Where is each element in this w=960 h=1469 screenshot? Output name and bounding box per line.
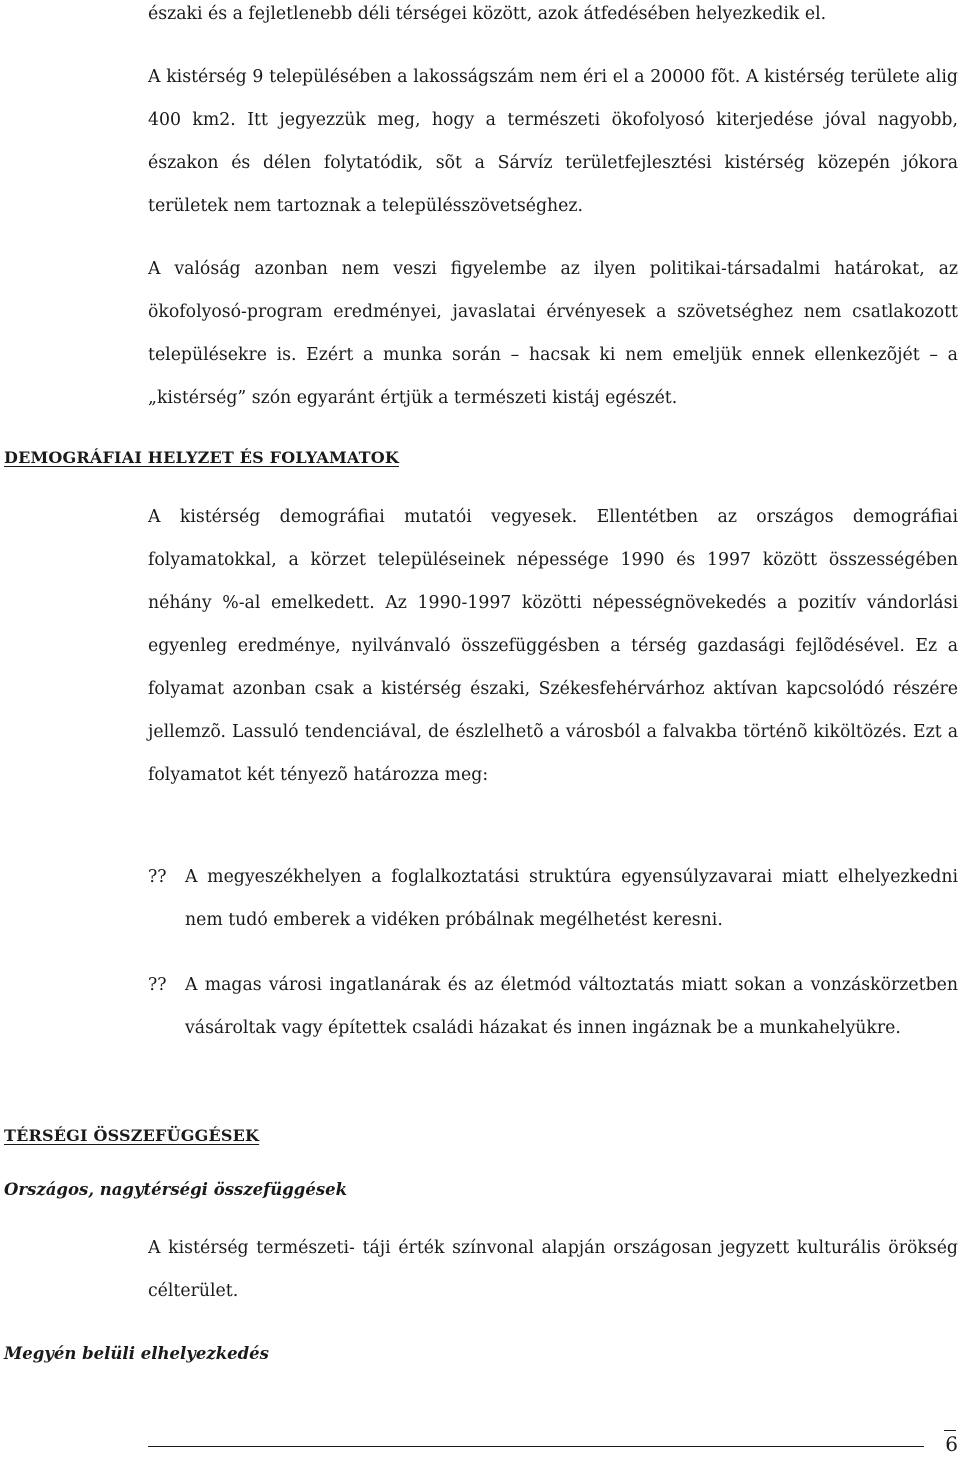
subheading-national: Országos, nagytérségi összefüggések — [4, 1180, 348, 1199]
paragraph-intro-end: északi és a fejletlenebb déli térségei között, azok átfedésében helyezkedik el. — [148, 4, 827, 24]
paragraph-cultural-heritage: A kistérség természeti- táji érték színvonal alapján országosan jegyzett kulturális örökség célterület. — [148, 1238, 958, 1301]
bullet-marker: ?? — [148, 975, 167, 995]
page-number-overline — [944, 1430, 956, 1431]
section-heading-regional: TÉRSÉGI ÖSSZEFÜGGÉSEK — [4, 1126, 260, 1145]
paragraph-reality: A valóság azonban nem veszi figyelembe az ilyen politikai-társadalmi határokat, az ökofolyosó-program eredményei, javaslatai érvényesek a szövetséghez nem csatlakozott településekre is. Ezért a munka során – hacsak ki nem emeljük ennek ellenkezõjét – a „kistérség” szón egyaránt értjük a természeti kistáj egészét. — [148, 259, 958, 408]
footer-rule — [148, 1446, 924, 1447]
subheading-county: Megyén belüli elhelyezkedés — [4, 1344, 269, 1363]
bullet-marker: ?? — [148, 867, 167, 887]
page-number: 6 — [945, 1432, 958, 1456]
bullet-text: A magas városi ingatlanárak és az életmód változtatás miatt sokan a vonzáskörzetben vásároltak vagy építettek családi házakat és innen ingáznak be a munkahelyükre. — [185, 975, 958, 1038]
bullet-item-1 — [148, 856, 958, 942]
bullet-item-2 — [148, 964, 958, 1050]
paragraph-demography: A kistérség demográfiai mutatói vegyesek. Ellentétben az országos demográfiai folyamatokkal, a körzet településeinek népessége 1990 és 1997 között összességében néhány %-al emelkedett. Az 1990-1997 közötti népességnövekedés a pozitív vándorlási egyenleg eredménye, nyilvánvaló összefüggésben a térség gazdasági fejlõdésével. Ez a folyamat azonban csak a kistérség északi, Székesfehérvárhoz aktívan kapcsolódó részére jellemzõ. Lassuló tendenciával, de észlelhetõ a városból a falvakba történõ kiköltözés. Ezt a folyamatot két tényezõ határozza meg: — [148, 507, 958, 785]
bullet-text: A megyeszékhelyen a foglalkoztatási struktúra egyensúlyzavarai miatt elhelyezkedni nem tudó emberek a vidéken próbálnak megélhetést keresni. — [185, 867, 958, 930]
section-heading-demography: DEMOGRÁFIAI HELYZET ÉS FOLYAMATOK — [4, 448, 399, 467]
paragraph-area-size: A kistérség 9 településében a lakosságszám nem éri el a 20000 fõt. A kistérség területe alig 400 km2. Itt jegyezzük meg, hogy a természeti ökofolyosó kiterjedése jóval nagyobb, északon és délen folytatódik, sõt a Sárvíz területfejlesztési kistérség közepén jókora területek nem tartoznak a településszövetséghez. — [148, 67, 958, 216]
